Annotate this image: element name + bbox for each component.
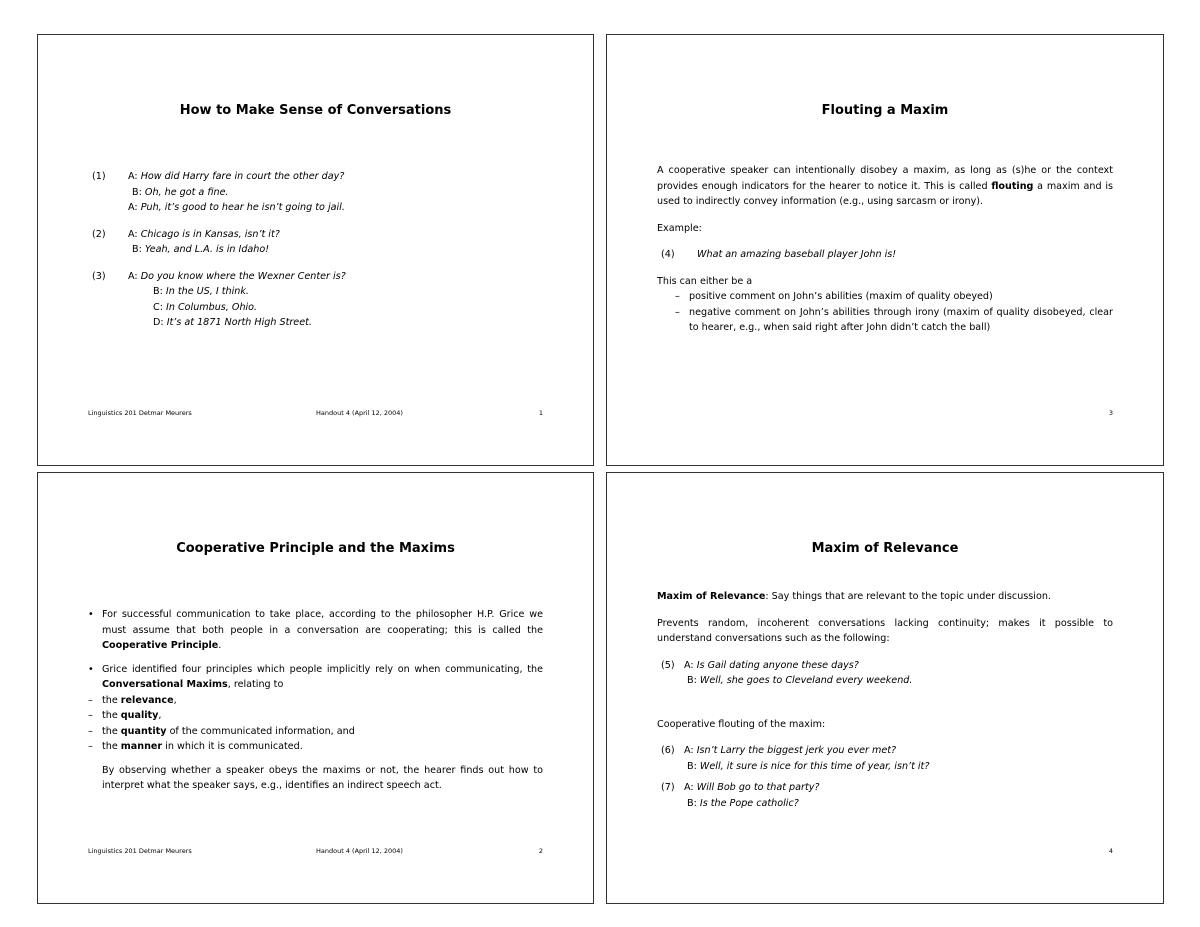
page-number: 1 bbox=[538, 409, 543, 417]
options-list bbox=[675, 289, 1113, 336]
maxims-list bbox=[88, 693, 543, 755]
example-number: (1) bbox=[92, 171, 106, 182]
page-number: 2 bbox=[538, 847, 543, 855]
slide-footer bbox=[88, 409, 543, 419]
dialog-line: A: Will Bob go to that party? bbox=[684, 782, 820, 793]
page-number: 3 bbox=[1108, 409, 1113, 417]
example-number: (4) bbox=[661, 249, 675, 260]
slide-4 bbox=[606, 472, 1164, 904]
dialog-line: B: Well, she goes to Cleveland every weekend. bbox=[687, 675, 913, 686]
example-1 bbox=[88, 169, 543, 216]
example-label: Example: bbox=[657, 222, 702, 234]
example-number: (6) bbox=[661, 745, 675, 756]
either-text: This can either be a bbox=[657, 275, 753, 287]
dialog-line: B: Is the Pope catholic? bbox=[687, 797, 799, 809]
bullet-cooperative-principle: • For successful communication to take place, according to the philosopher H.P. Grice we must assume that both people in a conversation are cooperating; this is called the Cooperative Principle. bbox=[88, 609, 543, 651]
slide-body bbox=[88, 607, 543, 794]
footer-handout: Handout 4 (April 12, 2004) bbox=[316, 409, 403, 417]
slide-1 bbox=[37, 34, 594, 466]
maxim-definition: Maxim of Relevance: Say things that are relevant to the topic under discussion. bbox=[657, 591, 1051, 602]
slide-footer bbox=[657, 847, 1113, 857]
closing-paragraph: By observing whether a speaker obeys the maxims or not, the hearer finds out how to interpret what the speaker says, e.g., identifies an indirect speech act. bbox=[102, 764, 543, 791]
list-item: – negative comment on John’s abilities through irony (maxim of quality disobeyed, clear to hearer, e.g., when said right after John didn’t catch the ball) bbox=[675, 305, 1113, 336]
slide-body bbox=[88, 169, 543, 331]
example-number: (7) bbox=[661, 782, 675, 793]
list-item: – the manner in which it is communicated. bbox=[88, 739, 543, 755]
example-5 bbox=[657, 658, 1113, 689]
dialog-line: A: Chicago is in Kansas, isn’t it? bbox=[128, 228, 280, 240]
intro-paragraph: A cooperative speaker can intentionally disobey a maxim, as long as (s)he or the context provides enough indicators for the hearer to notice it. This is called flouting a maxim and is used to indirectly convey information (e.g., using sarcasm or irony). bbox=[657, 165, 1113, 207]
slide-3 bbox=[606, 34, 1164, 466]
list-item: – the relevance, bbox=[88, 693, 543, 709]
flouting-label: Cooperative flouting of the maxim: bbox=[657, 718, 826, 730]
dialog-line: A: Do you know where the Wexner Center is? bbox=[128, 270, 346, 282]
footer-course: Linguistics 201 Detmar Meurers bbox=[88, 409, 192, 417]
slide-title: Flouting a Maxim bbox=[821, 103, 949, 118]
dialog-line: A: How did Harry fare in court the other day? bbox=[128, 171, 345, 182]
dialog-line: A: Is Gail dating anyone these days? bbox=[684, 659, 859, 671]
prevents-paragraph: Prevents random, incoherent conversations lacking continuity; makes it possible to understand conversations such as the following: bbox=[657, 617, 1113, 644]
dialog-line: B: Well, it sure is nice for this time of year, isn’t it? bbox=[687, 760, 930, 772]
example-number: (5) bbox=[661, 659, 675, 671]
example-number: (2) bbox=[92, 228, 106, 240]
slide-title: How to Make Sense of Conversations bbox=[179, 103, 452, 118]
example-7 bbox=[657, 780, 1113, 811]
example-6 bbox=[657, 743, 1113, 774]
footer-course: Linguistics 201 Detmar Meurers bbox=[88, 847, 192, 855]
slide-footer bbox=[88, 847, 543, 857]
dialog-line: B: Yeah, and L.A. is in Idaho! bbox=[132, 244, 270, 255]
slide-body bbox=[657, 589, 1113, 811]
bullet-icon: • bbox=[88, 663, 94, 675]
dialog-line: A: Isn’t Larry the biggest jerk you ever met? bbox=[684, 745, 897, 756]
list-item: – positive comment on John’s abilities (maxim of quality obeyed) bbox=[675, 289, 1113, 305]
example-2 bbox=[88, 227, 543, 258]
footer-handout: Handout 4 (April 12, 2004) bbox=[316, 847, 403, 855]
bullet-icon: • bbox=[88, 609, 94, 620]
slide-2 bbox=[37, 472, 594, 904]
example-4 bbox=[657, 247, 1113, 263]
page-number: 4 bbox=[1108, 847, 1113, 855]
example-3 bbox=[88, 269, 543, 331]
example-text: What an amazing baseball player John is! bbox=[697, 249, 897, 260]
dialog-line: C: In Columbus, Ohio. bbox=[153, 301, 258, 313]
slide-footer bbox=[657, 409, 1113, 419]
list-item: – the quantity of the communicated information, and bbox=[88, 724, 543, 740]
list-item: – the quality, bbox=[88, 708, 543, 724]
dialog-line: B: In the US, I think. bbox=[153, 286, 249, 297]
dialog-line: D: It’s at 1871 North High Street. bbox=[153, 317, 312, 328]
bullet-conversational-maxims: • Grice identified four principles which people implicitly rely on when communicating, the Conversational Maxims, relating to bbox=[88, 663, 543, 690]
slide-title: Maxim of Relevance bbox=[811, 541, 959, 556]
dialog-line: A: Puh, it’s good to hear he isn’t going to jail. bbox=[128, 202, 345, 213]
slide-body bbox=[657, 163, 1113, 336]
dialog-line: B: Oh, he got a fine. bbox=[132, 186, 229, 198]
slide-title: Cooperative Principle and the Maxims bbox=[176, 541, 455, 556]
example-number: (3) bbox=[92, 270, 106, 282]
